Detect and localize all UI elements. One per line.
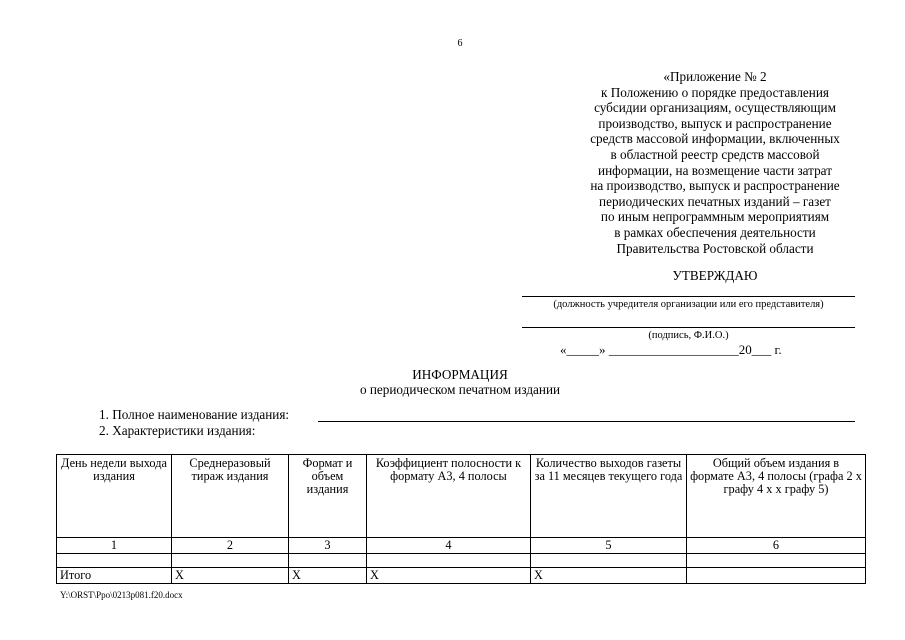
total-cell	[687, 568, 866, 584]
table-cell	[57, 554, 172, 568]
table-cell	[687, 554, 866, 568]
appendix-line: в рамках обеспечения деятельности	[614, 224, 816, 240]
header-cell: День недели выхода издания	[57, 455, 172, 538]
table-header-row	[57, 455, 866, 538]
header-cell: Формат и объем издания	[289, 455, 367, 538]
column-number: 6	[687, 538, 866, 554]
appendix-block	[560, 69, 870, 256]
table-total-row	[57, 568, 866, 584]
appendix-line: производство, выпуск и распространение	[598, 115, 832, 131]
appendix-line: информации, на возмещение части затрат	[598, 162, 832, 178]
header-cell: Общий объем издания в формате А3, 4 полосы (графа 2 х графу 4 х х графу 5)	[687, 455, 866, 538]
appendix-line: по иным непрограммным мероприятиям	[600, 209, 830, 225]
full-name-line	[318, 421, 855, 422]
appendix-line: к Положению о порядке предоставления	[601, 84, 829, 100]
total-cell: Х	[367, 568, 531, 584]
table-cell	[531, 554, 687, 568]
column-number: 3	[289, 538, 367, 554]
date-line: «_____» ____________________20___ г.	[560, 342, 782, 357]
total-cell: Х	[531, 568, 687, 584]
appendix-line: «Приложение № 2	[663, 69, 767, 84]
header-cell: Коэффициент полосности к формату А3, 4 полосы	[367, 455, 531, 538]
table-number-row	[57, 538, 866, 554]
full-name-label: 1. Полное наименование издания:	[99, 407, 290, 422]
appendix-line: периодических печатных изданий – газет	[599, 193, 831, 209]
document-subtitle: о периодическом печатном издании	[359, 382, 561, 397]
table-cell	[367, 554, 531, 568]
total-cell: Х	[289, 568, 367, 584]
characteristics-label: 2. Характеристики издания:	[99, 423, 256, 438]
header-cell: Количество выходов газеты за 11 месяцев текущего года	[531, 455, 687, 538]
total-cell: Итого	[57, 568, 172, 584]
table-cell	[172, 554, 289, 568]
file-path-footer: Y:\ORST\Ppo\0213p081.f20.docx	[60, 590, 183, 600]
appendix-line: средств массовой информации, включенных	[590, 131, 840, 147]
appendix-line: субсидии организациям, осуществляющим	[594, 100, 836, 116]
page-number: 6	[457, 38, 463, 49]
signature-line	[522, 327, 855, 328]
header-cell: Среднеразовый тираж издания	[172, 455, 289, 538]
total-cell: Х	[172, 568, 289, 584]
position-line	[522, 296, 855, 297]
column-number: 4	[367, 538, 531, 554]
appendix-line: в областной реестр средств массовой	[610, 146, 820, 162]
column-number: 2	[172, 538, 289, 554]
appendix-line: Правительства Ростовской области	[616, 240, 814, 256]
column-number: 1	[57, 538, 172, 554]
document-title: ИНФОРМАЦИЯ	[412, 367, 508, 382]
approve-heading: УТВЕРЖДАЮ	[672, 268, 758, 283]
appendix-line: на производство, выпуск и распространение	[590, 178, 840, 194]
publication-table	[56, 454, 866, 584]
signature-caption: (подпись, Ф.И.О.)	[648, 330, 729, 341]
column-number: 5	[531, 538, 687, 554]
table-cell	[289, 554, 367, 568]
position-caption: (должность учредителя организации или его представителя)	[553, 299, 824, 310]
table-row	[57, 554, 866, 568]
